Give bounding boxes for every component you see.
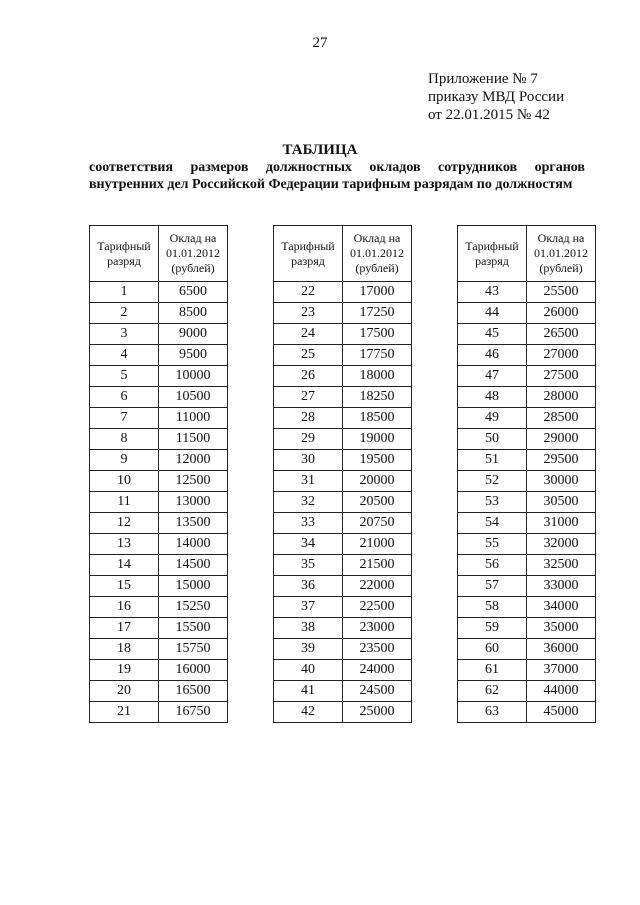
salary-cell: 29000 [527,429,596,450]
table-row [458,555,596,576]
grade-cell: 58 [458,597,527,618]
table-row [274,660,412,681]
salary-cell: 12000 [159,450,228,471]
salary-cell: 20750 [343,513,412,534]
grade-cell: 43 [458,282,527,303]
salary-cell: 13000 [159,492,228,513]
salary-cell: 12500 [159,471,228,492]
table-row [90,513,228,534]
salary-cell: 25000 [343,702,412,723]
grade-cell: 32 [274,492,343,513]
grade-cell: 57 [458,576,527,597]
table-row [458,345,596,366]
header-salary: Оклад на 01.01.2012 (рублей) [527,226,596,282]
salary-cell: 18500 [343,408,412,429]
salary-cell: 14000 [159,534,228,555]
grade-cell: 63 [458,702,527,723]
grade-cell: 24 [274,324,343,345]
grade-cell: 39 [274,639,343,660]
tariff-table-2 [273,225,412,723]
salary-cell: 15000 [159,576,228,597]
table-row [458,324,596,345]
grade-cell: 47 [458,366,527,387]
salary-cell: 20000 [343,471,412,492]
header-salary: Оклад на 01.01.2012 (рублей) [343,226,412,282]
grade-cell: 30 [274,450,343,471]
grade-cell: 46 [458,345,527,366]
grade-cell: 60 [458,639,527,660]
table-row [274,576,412,597]
table-row [90,660,228,681]
table-row [458,429,596,450]
grade-cell: 17 [90,618,159,639]
salary-cell: 26500 [527,324,596,345]
salary-cell: 26000 [527,303,596,324]
table-row [274,429,412,450]
table-row [274,282,412,303]
salary-cell: 29500 [527,450,596,471]
grade-cell: 56 [458,555,527,576]
table-row [274,345,412,366]
grade-cell: 34 [274,534,343,555]
salary-cell: 10500 [159,387,228,408]
table-row [90,408,228,429]
grade-cell: 13 [90,534,159,555]
page-number: 27 [312,35,328,51]
grade-cell: 61 [458,660,527,681]
table-row [274,513,412,534]
salary-cell: 23500 [343,639,412,660]
grade-cell: 50 [458,429,527,450]
tariff-table-1 [89,225,228,723]
grade-cell: 49 [458,408,527,429]
table-row [90,618,228,639]
grade-cell: 59 [458,618,527,639]
salary-cell: 30000 [527,471,596,492]
salary-cell: 31000 [527,513,596,534]
table-row [90,303,228,324]
salary-cell: 16000 [159,660,228,681]
appendix-line-2: приказу МВД России [428,89,565,105]
table-row [90,555,228,576]
grade-cell: 4 [90,345,159,366]
salary-cell: 6500 [159,282,228,303]
grade-cell: 26 [274,366,343,387]
salary-cell: 8500 [159,303,228,324]
salary-cell: 22500 [343,597,412,618]
appendix-reference [428,70,564,124]
grade-cell: 27 [274,387,343,408]
grade-cell: 12 [90,513,159,534]
header-grade: Тарифный разряд [90,226,159,282]
table-row [274,597,412,618]
document-subtitle: соответствия размеров должностных окладов сотрудников органов внутренних дел Российской Федерации тарифным разрядам по должностям [89,160,585,192]
table-row [90,471,228,492]
table-row [90,492,228,513]
salary-cell: 24000 [343,660,412,681]
grade-cell: 44 [458,303,527,324]
table-row [274,702,412,723]
grade-cell: 11 [90,492,159,513]
appendix-line-3: от 22.01.2015 № 42 [428,107,550,123]
table-row [90,345,228,366]
table-row [90,702,228,723]
table-row [90,639,228,660]
grade-cell: 14 [90,555,159,576]
table-row [458,471,596,492]
salary-cell: 23000 [343,618,412,639]
salary-cell: 14500 [159,555,228,576]
grade-cell: 54 [458,513,527,534]
salary-cell: 18000 [343,366,412,387]
salary-cell: 44000 [527,681,596,702]
appendix-line-1: Приложение № 7 [428,71,538,87]
grade-cell: 36 [274,576,343,597]
grade-cell: 23 [274,303,343,324]
salary-cell: 11500 [159,429,228,450]
grade-cell: 53 [458,492,527,513]
table-row [274,555,412,576]
table-row [274,534,412,555]
table-row [458,408,596,429]
salary-cell: 21000 [343,534,412,555]
grade-cell: 6 [90,387,159,408]
table-row [274,450,412,471]
table-row [90,597,228,618]
table-row [458,618,596,639]
grade-cell: 51 [458,450,527,471]
tariff-table-3 [457,225,596,723]
grade-cell: 41 [274,681,343,702]
salary-cell: 17250 [343,303,412,324]
salary-cell: 22000 [343,576,412,597]
salary-cell: 11000 [159,408,228,429]
table-row [274,681,412,702]
salary-cell: 21500 [343,555,412,576]
salary-cell: 33000 [527,576,596,597]
grade-cell: 45 [458,324,527,345]
grade-cell: 31 [274,471,343,492]
document-title: ТАБЛИЦА [282,142,358,158]
salary-cell: 16500 [159,681,228,702]
table-row [458,660,596,681]
salary-cell: 15250 [159,597,228,618]
table-row [458,576,596,597]
grade-cell: 28 [274,408,343,429]
grade-cell: 38 [274,618,343,639]
table-row [274,492,412,513]
table-row [274,618,412,639]
table-row [90,429,228,450]
salary-cell: 16750 [159,702,228,723]
table-row [458,639,596,660]
grade-cell: 22 [274,282,343,303]
table-row [274,303,412,324]
salary-cell: 9500 [159,345,228,366]
table-row [458,534,596,555]
grade-cell: 7 [90,408,159,429]
header-grade: Тарифный разряд [458,226,527,282]
grade-cell: 25 [274,345,343,366]
salary-cell: 15500 [159,618,228,639]
grade-cell: 48 [458,387,527,408]
table-row [90,681,228,702]
grade-cell: 8 [90,429,159,450]
table-row [458,702,596,723]
salary-cell: 17000 [343,282,412,303]
table-row [274,387,412,408]
grade-cell: 16 [90,597,159,618]
grade-cell: 2 [90,303,159,324]
salary-cell: 17750 [343,345,412,366]
table-row [458,513,596,534]
salary-cell: 28000 [527,387,596,408]
salary-cell: 18250 [343,387,412,408]
grade-cell: 3 [90,324,159,345]
salary-cell: 19000 [343,429,412,450]
grade-cell: 52 [458,471,527,492]
table-row [274,408,412,429]
grade-cell: 29 [274,429,343,450]
grade-cell: 21 [90,702,159,723]
table-row [274,366,412,387]
table-row [458,303,596,324]
grade-cell: 9 [90,450,159,471]
grade-cell: 10 [90,471,159,492]
salary-cell: 25500 [527,282,596,303]
table-row [274,324,412,345]
salary-cell: 9000 [159,324,228,345]
grade-cell: 37 [274,597,343,618]
grade-cell: 20 [90,681,159,702]
table-row [90,366,228,387]
salary-cell: 28500 [527,408,596,429]
grade-cell: 33 [274,513,343,534]
grade-cell: 55 [458,534,527,555]
table-row [458,450,596,471]
header-salary: Оклад на 01.01.2012 (рублей) [159,226,228,282]
salary-cell: 20500 [343,492,412,513]
table-row [90,450,228,471]
grade-cell: 15 [90,576,159,597]
table-row [458,282,596,303]
salary-cell: 27000 [527,345,596,366]
grade-cell: 18 [90,639,159,660]
salary-cell: 30500 [527,492,596,513]
salary-cell: 35000 [527,618,596,639]
salary-cell: 45000 [527,702,596,723]
table-row [458,492,596,513]
salary-cell: 24500 [343,681,412,702]
salary-cell: 27500 [527,366,596,387]
salary-cell: 10000 [159,366,228,387]
table-row [458,681,596,702]
grade-cell: 19 [90,660,159,681]
table-row [90,534,228,555]
table-row [274,471,412,492]
grade-cell: 1 [90,282,159,303]
table-row [458,387,596,408]
salary-cell: 36000 [527,639,596,660]
salary-cell: 19500 [343,450,412,471]
table-row [90,576,228,597]
table-row [274,639,412,660]
grade-cell: 42 [274,702,343,723]
table-row [90,282,228,303]
salary-cell: 15750 [159,639,228,660]
grade-cell: 62 [458,681,527,702]
salary-cell: 37000 [527,660,596,681]
salary-cell: 13500 [159,513,228,534]
table-row [90,387,228,408]
table-row [458,597,596,618]
salary-cell: 34000 [527,597,596,618]
salary-cell: 32000 [527,534,596,555]
header-grade: Тарифный разряд [274,226,343,282]
table-row [458,366,596,387]
table-row [90,324,228,345]
grade-cell: 35 [274,555,343,576]
grade-cell: 5 [90,366,159,387]
salary-cell: 17500 [343,324,412,345]
salary-cell: 32500 [527,555,596,576]
grade-cell: 40 [274,660,343,681]
